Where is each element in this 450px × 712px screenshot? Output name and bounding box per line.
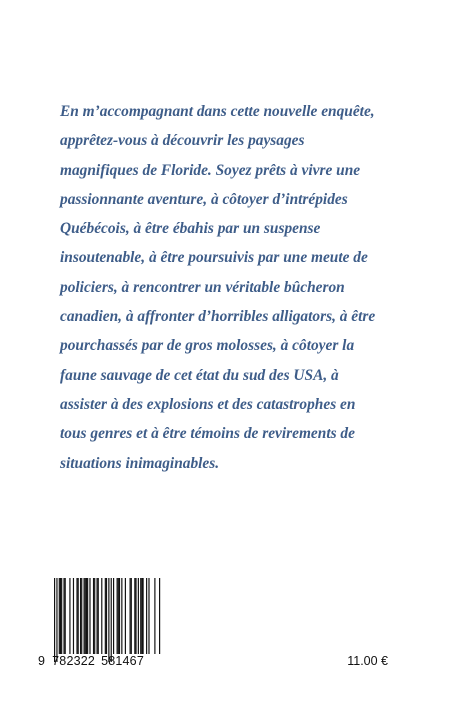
barcode-bar [135, 578, 136, 654]
barcode-guard-bar [56, 578, 57, 662]
blurb-line: pourchassés par de gros molosses, à côtoyer la [60, 337, 355, 355]
barcode-bar [86, 578, 87, 654]
barcode-bar [87, 578, 88, 654]
blurb-line: canadien, à affronter d’horribles alligators, à être [60, 308, 376, 326]
blurb-line: En m’accompagnant dans cette nouvelle enquête, [60, 103, 375, 120]
blurb-line: assister à des explosions et des catastrophes en [60, 395, 356, 413]
barcode-bar [138, 578, 139, 654]
blurb-line: faune sauvage de cet état du sud des USA, à [60, 366, 339, 384]
barcode-bar [113, 578, 114, 654]
barcode-bar [154, 578, 155, 654]
barcode-guard-bar [54, 578, 55, 662]
barcode-bar [60, 578, 61, 654]
barcode-bar [63, 578, 64, 654]
barcode-bar [125, 578, 126, 654]
barcode-bar [134, 578, 135, 654]
barcode-bar [141, 578, 142, 654]
barcode-bar [80, 578, 81, 654]
blurb-line: insoutenable, à être poursuivis par une meute de [60, 249, 368, 267]
barcode-bar [118, 578, 119, 654]
barcode-bar [96, 578, 97, 654]
blurb-line: passionnante aventure, à côtoyer d’intrépides [60, 190, 348, 208]
barcode-bars [40, 578, 162, 662]
blurb-line: magnifiques de Floride. Soyez prêts à vivre une [60, 161, 361, 179]
barcode-bar [61, 578, 62, 654]
barcode-bar [93, 578, 94, 654]
barcode-bar [98, 578, 99, 654]
blurb-line: situations inimaginables. [60, 454, 220, 472]
barcode-bar [81, 578, 82, 654]
isbn-barcode [40, 578, 162, 662]
isbn-number [38, 654, 158, 668]
barcode-bar [143, 578, 144, 654]
barcode-bar [106, 578, 107, 654]
isbn-group-2: 581467 [101, 654, 144, 668]
barcode-bar [76, 578, 77, 654]
blurb-line: Québécois, à être ébahis par un suspense [60, 220, 321, 238]
barcode-bar [159, 578, 160, 654]
barcode-bar [131, 578, 132, 654]
isbn-group-1: 782322 [52, 654, 96, 668]
blurb-line: policiers, à rencontrer un véritable bûcheron [60, 278, 345, 296]
barcode-bar [148, 578, 149, 654]
barcode-bar [94, 578, 95, 654]
barcode-bar [85, 578, 86, 654]
barcode-bar [69, 578, 70, 654]
barcode-bar [78, 578, 79, 654]
isbn-lead-digit: 9 [38, 654, 46, 668]
barcode-bar [117, 578, 118, 654]
barcode-bar [121, 578, 122, 654]
barcode-bar [146, 578, 147, 654]
barcode-guard-bar [108, 578, 109, 662]
barcode-bar [119, 578, 120, 654]
barcode-bar [73, 578, 74, 654]
barcode-bar [130, 578, 131, 654]
blurb-line: tous genres et à être témoins de revirements de [60, 425, 355, 443]
barcode-bar [89, 578, 90, 654]
barcode-bar [101, 578, 102, 654]
barcode-guard-bar [111, 578, 112, 662]
barcode-bar [84, 578, 85, 654]
back-cover-blurb [60, 97, 400, 478]
barcode-bar [105, 578, 106, 654]
price-label: 11.00 € [347, 654, 388, 668]
barcode-bar [65, 578, 66, 654]
barcode-bar [140, 578, 141, 654]
blurb-line: apprêtez-vous à découvrir les paysages [60, 132, 305, 150]
barcode-bar [59, 578, 60, 654]
